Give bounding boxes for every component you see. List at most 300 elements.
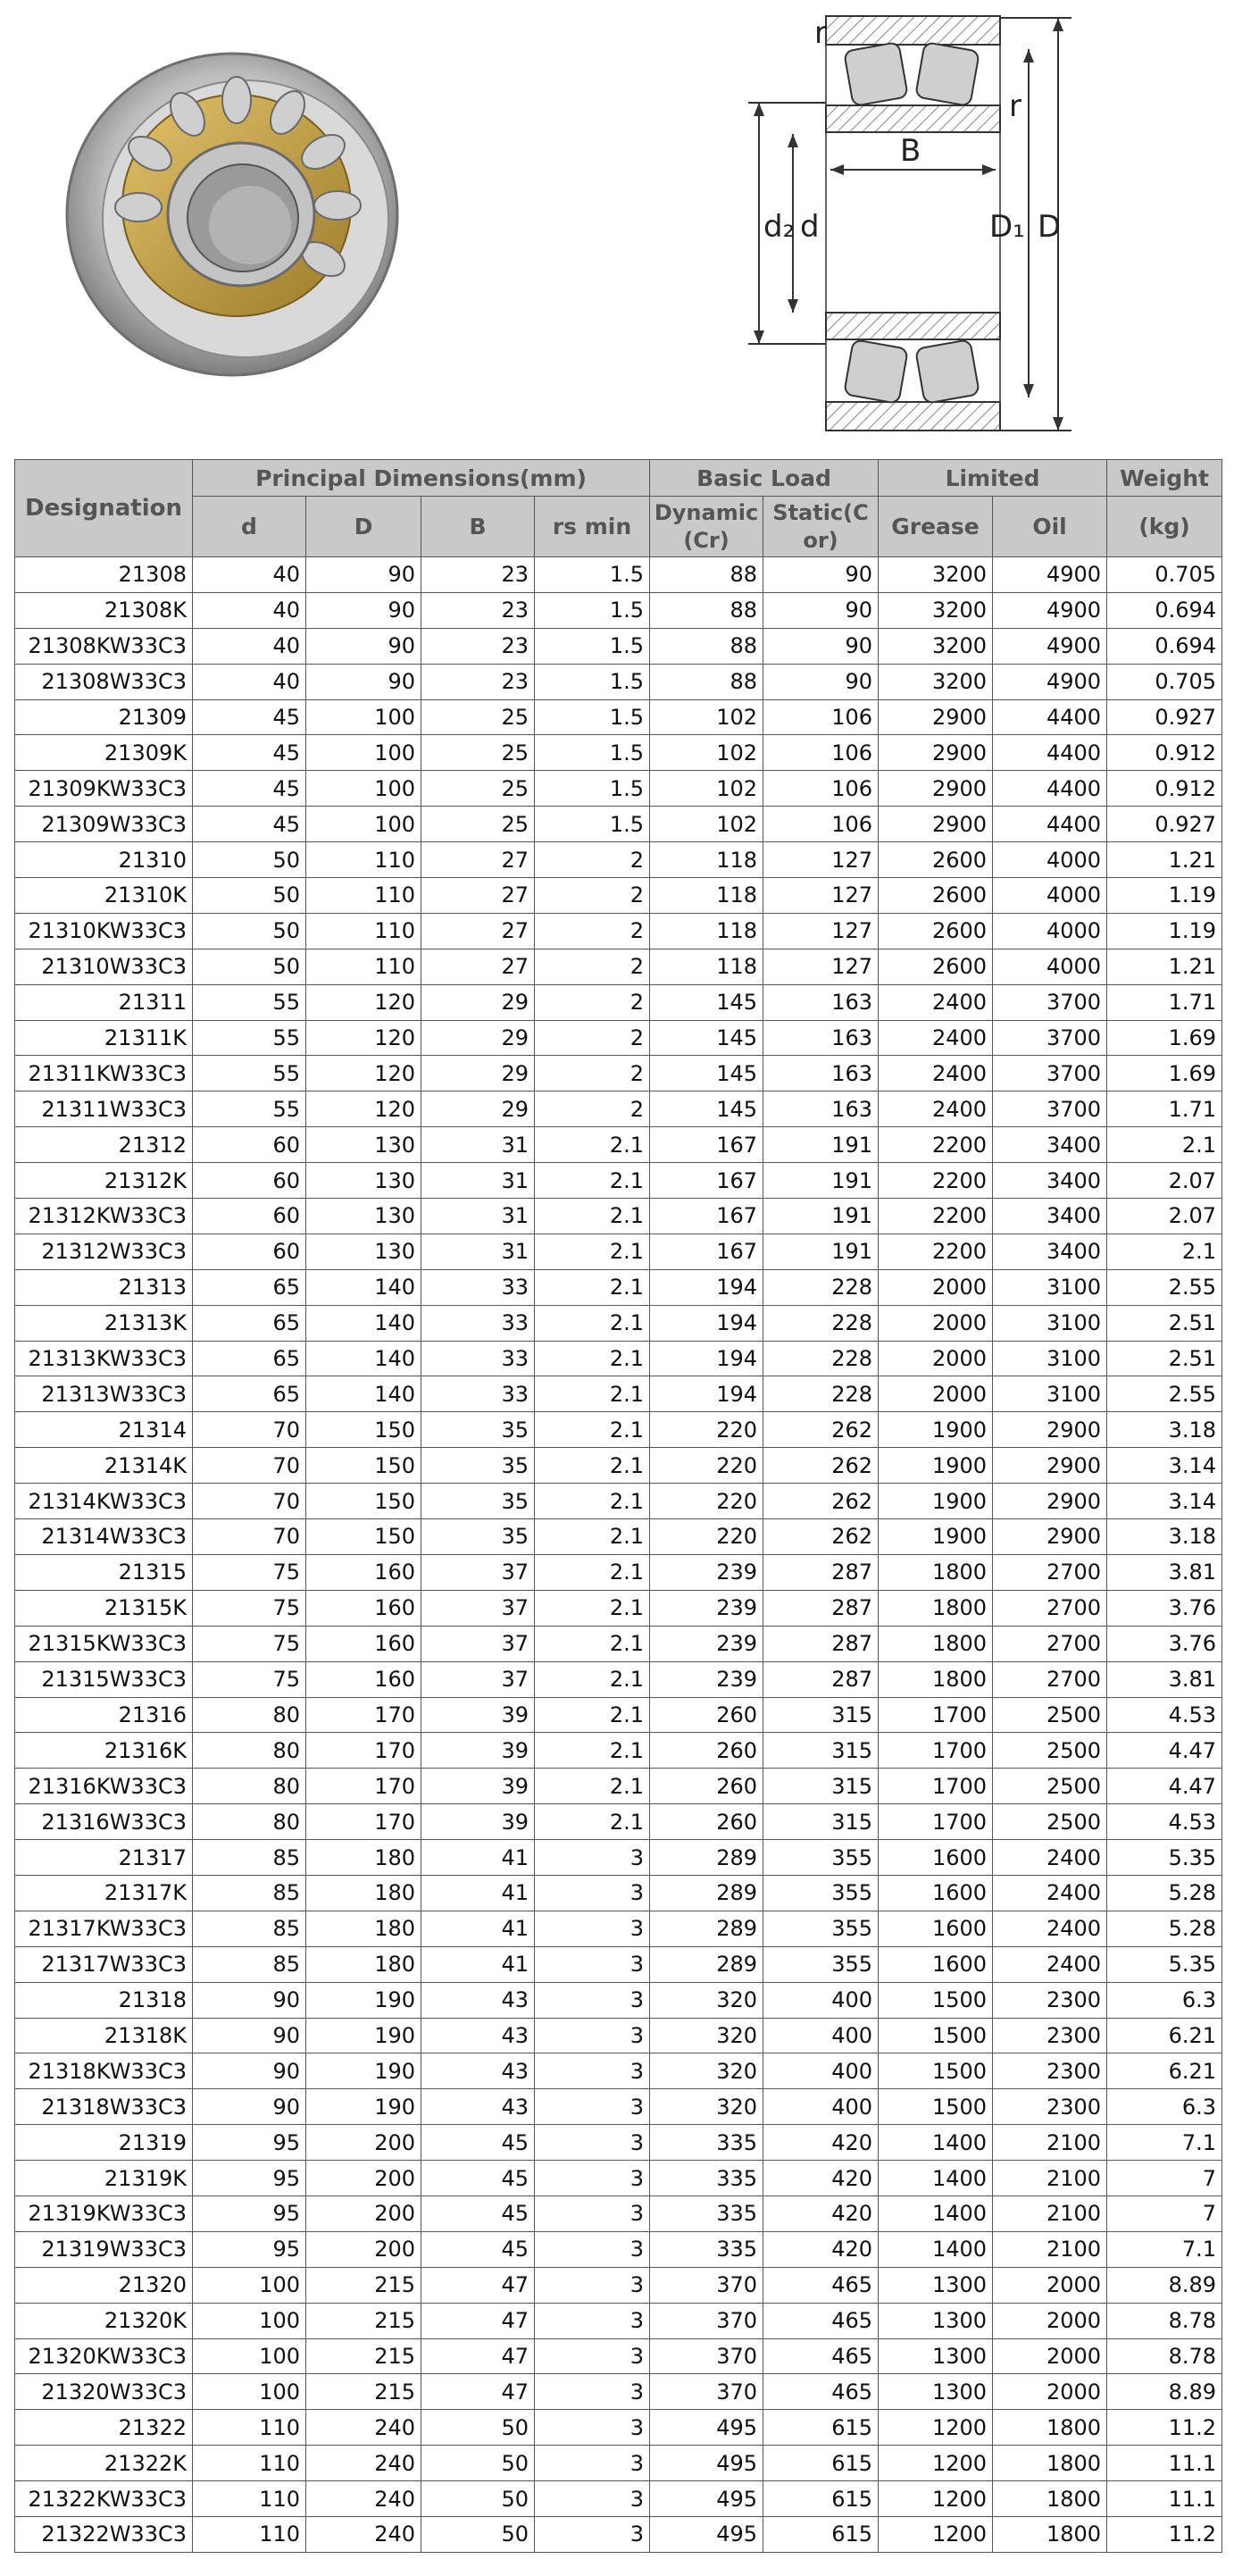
cell-B: 33 <box>421 1269 535 1305</box>
cell-D: 160 <box>306 1590 421 1626</box>
cell-weight: 11.2 <box>1107 2516 1222 2552</box>
cell-B: 39 <box>421 1733 535 1769</box>
cell-designation: 21317KW33C3 <box>15 1911 193 1946</box>
cell-rs-min: 1.5 <box>535 699 650 735</box>
cell-dynamic: 335 <box>650 2161 763 2196</box>
cell-d: 80 <box>193 1804 306 1840</box>
cell-designation: 21319KW33C3 <box>15 2195 193 2231</box>
table-row <box>15 2125 1222 2161</box>
cell-B: 25 <box>421 807 535 842</box>
cell-D: 180 <box>306 1875 421 1911</box>
cell-weight: 5.35 <box>1107 1946 1222 1982</box>
cell-static: 400 <box>763 1982 879 2018</box>
cell-grease: 1200 <box>879 2481 993 2517</box>
cell-dynamic: 145 <box>650 984 763 1020</box>
bearing-spec-table <box>14 459 1222 2553</box>
cell-oil: 4400 <box>993 735 1107 771</box>
cell-dynamic: 335 <box>650 2195 763 2231</box>
table-row <box>15 807 1222 842</box>
cell-grease: 1600 <box>879 1911 993 1946</box>
cell-d: 85 <box>193 1946 306 1982</box>
header-principal-dimensions: Principal Dimensions(mm) <box>193 460 650 497</box>
cell-rs-min: 3 <box>535 1946 650 1982</box>
cell-rs-min: 2.1 <box>535 1804 650 1840</box>
cell-grease: 1200 <box>879 2516 993 2552</box>
cell-weight: 1.19 <box>1107 878 1222 914</box>
cell-oil: 2900 <box>993 1484 1107 1519</box>
cell-d: 80 <box>193 1697 306 1733</box>
cell-weight: 3.81 <box>1107 1554 1222 1590</box>
table-row <box>15 1234 1222 1269</box>
cell-static: 191 <box>763 1199 879 1234</box>
cell-B: 25 <box>421 771 535 807</box>
cell-D: 215 <box>306 2374 421 2410</box>
cell-d: 95 <box>193 2195 306 2231</box>
cell-d: 110 <box>193 2481 306 2517</box>
cell-weight: 1.71 <box>1107 1091 1222 1127</box>
cell-B: 45 <box>421 2195 535 2231</box>
cell-oil: 1800 <box>993 2516 1107 2552</box>
cell-rs-min: 2.1 <box>535 1661 650 1697</box>
cell-oil: 2300 <box>993 2018 1107 2053</box>
cell-rs-min: 3 <box>535 2338 650 2374</box>
table-row <box>15 913 1222 949</box>
cell-d: 90 <box>193 2053 306 2089</box>
cell-static: 228 <box>763 1269 879 1305</box>
cell-d: 100 <box>193 2303 306 2338</box>
cell-oil: 4000 <box>993 842 1107 878</box>
cell-D: 90 <box>306 557 421 593</box>
cell-designation: 21311KW33C3 <box>15 1056 193 1091</box>
cell-static: 615 <box>763 2446 879 2481</box>
cell-D: 215 <box>306 2267 421 2303</box>
cell-weight: 4.53 <box>1107 1697 1222 1733</box>
cell-dynamic: 370 <box>650 2374 763 2410</box>
cell-d: 95 <box>193 2231 306 2267</box>
cell-d: 45 <box>193 699 306 735</box>
cell-oil: 2900 <box>993 1519 1107 1555</box>
table-row <box>15 1697 1222 1733</box>
cell-grease: 2000 <box>879 1341 993 1376</box>
cell-oil: 2300 <box>993 2053 1107 2089</box>
cell-static: 400 <box>763 2018 879 2053</box>
cell-grease: 1600 <box>879 1946 993 1982</box>
cell-grease: 3200 <box>879 592 993 628</box>
cell-oil: 4000 <box>993 878 1107 914</box>
cell-B: 27 <box>421 913 535 949</box>
cell-D: 200 <box>306 2231 421 2267</box>
cell-designation: 21312K <box>15 1163 193 1199</box>
cell-dynamic: 194 <box>650 1341 763 1376</box>
cell-oil: 2000 <box>993 2303 1107 2338</box>
cell-designation: 21319K <box>15 2161 193 2196</box>
cell-oil: 2000 <box>993 2267 1107 2303</box>
cell-B: 27 <box>421 878 535 914</box>
cell-D: 190 <box>306 2018 421 2053</box>
cell-oil: 3400 <box>993 1163 1107 1199</box>
cell-weight: 4.47 <box>1107 1733 1222 1769</box>
cell-rs-min: 2.1 <box>535 1234 650 1269</box>
cell-d: 60 <box>193 1127 306 1163</box>
bore-shadow <box>209 186 291 264</box>
cell-static: 127 <box>763 949 879 984</box>
cell-grease: 2000 <box>879 1305 993 1341</box>
label-d: d <box>800 209 820 245</box>
cell-D: 130 <box>306 1199 421 1234</box>
table-body <box>15 557 1222 2553</box>
cell-oil: 3700 <box>993 984 1107 1020</box>
cell-dynamic: 88 <box>650 628 763 664</box>
label-d2: d₂ <box>763 209 796 245</box>
cell-d: 40 <box>193 664 306 699</box>
cell-B: 37 <box>421 1590 535 1626</box>
cell-weight: 0.912 <box>1107 735 1222 771</box>
cell-D: 110 <box>306 949 421 984</box>
cell-static: 127 <box>763 842 879 878</box>
cell-grease: 1900 <box>879 1484 993 1519</box>
cell-oil: 2700 <box>993 1661 1107 1697</box>
cell-dynamic: 118 <box>650 878 763 914</box>
cell-dynamic: 167 <box>650 1127 763 1163</box>
cell-B: 23 <box>421 592 535 628</box>
bearing-section-drawing <box>741 0 1080 447</box>
cell-static: 262 <box>763 1412 879 1448</box>
cell-designation: 21310 <box>15 842 193 878</box>
cell-rs-min: 3 <box>535 2018 650 2053</box>
cell-weight: 6.3 <box>1107 1982 1222 2018</box>
cell-rs-min: 3 <box>535 1982 650 2018</box>
cell-static: 315 <box>763 1697 879 1733</box>
cell-grease: 2600 <box>879 842 993 878</box>
cell-rs-min: 2.1 <box>535 1554 650 1590</box>
section-rollers-top <box>844 42 980 106</box>
cell-weight: 8.89 <box>1107 2374 1222 2410</box>
cell-weight: 3.14 <box>1107 1484 1222 1519</box>
cell-d: 50 <box>193 913 306 949</box>
cell-D: 240 <box>306 2446 421 2481</box>
table-row <box>15 1875 1222 1911</box>
cell-dynamic: 370 <box>650 2338 763 2374</box>
cell-designation: 21322 <box>15 2410 193 2446</box>
cell-B: 29 <box>421 1056 535 1091</box>
header-designation: Designation <box>15 460 193 557</box>
cell-d: 100 <box>193 2267 306 2303</box>
cell-grease: 3200 <box>879 664 993 699</box>
cell-D: 130 <box>306 1127 421 1163</box>
cell-dynamic: 239 <box>650 1590 763 1626</box>
table-row <box>15 699 1222 735</box>
table-row <box>15 1590 1222 1626</box>
cell-weight: 1.71 <box>1107 984 1222 1020</box>
table-row <box>15 1091 1222 1127</box>
cell-grease: 1500 <box>879 2053 993 2089</box>
cell-B: 23 <box>421 664 535 699</box>
cell-weight: 11.1 <box>1107 2446 1222 2481</box>
cell-rs-min: 2 <box>535 1056 650 1091</box>
cell-rs-min: 1.5 <box>535 807 650 842</box>
cell-D: 110 <box>306 878 421 914</box>
cell-d: 110 <box>193 2516 306 2552</box>
cell-D: 90 <box>306 628 421 664</box>
cell-static: 90 <box>763 628 879 664</box>
cell-d: 45 <box>193 807 306 842</box>
cell-grease: 1400 <box>879 2125 993 2161</box>
cell-d: 95 <box>193 2161 306 2196</box>
cell-static: 287 <box>763 1626 879 1661</box>
cell-grease: 1700 <box>879 1733 993 1769</box>
cell-rs-min: 3 <box>535 2481 650 2517</box>
cell-B: 31 <box>421 1199 535 1234</box>
cell-d: 75 <box>193 1590 306 1626</box>
cell-oil: 3700 <box>993 1020 1107 1056</box>
cell-dynamic: 145 <box>650 1020 763 1056</box>
cell-B: 47 <box>421 2303 535 2338</box>
cell-weight: 0.694 <box>1107 628 1222 664</box>
cell-D: 120 <box>306 1091 421 1127</box>
cell-grease: 2900 <box>879 807 993 842</box>
cell-dynamic: 167 <box>650 1199 763 1234</box>
table-row <box>15 2018 1222 2053</box>
cell-dynamic: 118 <box>650 913 763 949</box>
cell-rs-min: 2.1 <box>535 1448 650 1484</box>
table-row <box>15 842 1222 878</box>
cell-rs-min: 3 <box>535 2303 650 2338</box>
cell-D: 190 <box>306 2053 421 2089</box>
section-outer-ring-top <box>826 16 1000 45</box>
cell-grease: 2900 <box>879 735 993 771</box>
cell-B: 29 <box>421 984 535 1020</box>
cell-B: 41 <box>421 1875 535 1911</box>
cell-B: 27 <box>421 949 535 984</box>
cell-static: 228 <box>763 1305 879 1341</box>
cell-B: 43 <box>421 2053 535 2089</box>
cell-static: 106 <box>763 699 879 735</box>
cell-d: 45 <box>193 735 306 771</box>
cell-grease: 1900 <box>879 1448 993 1484</box>
cell-static: 615 <box>763 2410 879 2446</box>
table-row <box>15 2231 1222 2267</box>
table-row <box>15 557 1222 593</box>
cell-static: 355 <box>763 1946 879 1982</box>
cell-D: 200 <box>306 2125 421 2161</box>
cell-dynamic: 320 <box>650 1982 763 2018</box>
cell-grease: 1300 <box>879 2374 993 2410</box>
cell-D: 215 <box>306 2338 421 2374</box>
cell-weight: 11.1 <box>1107 2481 1222 2517</box>
cell-weight: 2.55 <box>1107 1269 1222 1305</box>
cell-grease: 1200 <box>879 2410 993 2446</box>
cell-grease: 2400 <box>879 1091 993 1127</box>
header-grease: Grease <box>879 497 993 557</box>
cell-weight: 2.07 <box>1107 1199 1222 1234</box>
table-row <box>15 1769 1222 1804</box>
cell-B: 50 <box>421 2516 535 2552</box>
cell-grease: 2400 <box>879 1056 993 1091</box>
cell-oil: 2400 <box>993 1875 1107 1911</box>
cell-dynamic: 88 <box>650 557 763 593</box>
cell-d: 55 <box>193 1091 306 1127</box>
cell-grease: 1500 <box>879 2018 993 2053</box>
label-D1: D₁ <box>989 209 1025 245</box>
cell-designation: 21308K <box>15 592 193 628</box>
cell-d: 55 <box>193 1020 306 1056</box>
header-limited: Limited <box>879 460 1107 497</box>
cell-oil: 2400 <box>993 1911 1107 1946</box>
cell-weight: 2.51 <box>1107 1305 1222 1341</box>
table-row <box>15 1733 1222 1769</box>
cell-B: 37 <box>421 1626 535 1661</box>
cell-grease: 1300 <box>879 2267 993 2303</box>
cell-weight: 5.35 <box>1107 1840 1222 1876</box>
cell-weight: 1.19 <box>1107 913 1222 949</box>
cell-static: 191 <box>763 1163 879 1199</box>
cell-dynamic: 289 <box>650 1946 763 1982</box>
cell-oil: 4900 <box>993 628 1107 664</box>
cell-static: 262 <box>763 1448 879 1484</box>
cell-static: 355 <box>763 1840 879 1876</box>
cell-designation: 21316 <box>15 1697 193 1733</box>
cell-grease: 1800 <box>879 1661 993 1697</box>
cell-oil: 2100 <box>993 2125 1107 2161</box>
cell-d: 85 <box>193 1840 306 1876</box>
cell-rs-min: 3 <box>535 2195 650 2231</box>
cell-designation: 21315W33C3 <box>15 1661 193 1697</box>
cell-dynamic: 495 <box>650 2516 763 2552</box>
cell-rs-min: 1.5 <box>535 557 650 593</box>
cell-B: 35 <box>421 1519 535 1555</box>
cell-dynamic: 289 <box>650 1911 763 1946</box>
cell-dynamic: 239 <box>650 1626 763 1661</box>
cell-designation: 21312W33C3 <box>15 1234 193 1269</box>
cell-oil: 2400 <box>993 1840 1107 1876</box>
cell-rs-min: 2 <box>535 984 650 1020</box>
cell-D: 170 <box>306 1769 421 1804</box>
cell-grease: 1500 <box>879 2089 993 2125</box>
cell-D: 130 <box>306 1163 421 1199</box>
cell-B: 31 <box>421 1234 535 1269</box>
cell-grease: 2200 <box>879 1127 993 1163</box>
table-row <box>15 1661 1222 1697</box>
header-d: d <box>193 497 306 557</box>
table-row <box>15 771 1222 807</box>
cell-designation: 21313K <box>15 1305 193 1341</box>
cell-d: 55 <box>193 984 306 1020</box>
cell-grease: 1600 <box>879 1875 993 1911</box>
cell-B: 37 <box>421 1661 535 1697</box>
cell-designation: 21309KW33C3 <box>15 771 193 807</box>
cell-d: 70 <box>193 1448 306 1484</box>
table-row <box>15 2410 1222 2446</box>
cell-d: 40 <box>193 557 306 593</box>
cell-d: 80 <box>193 1769 306 1804</box>
cell-d: 70 <box>193 1519 306 1555</box>
cell-weight: 7 <box>1107 2195 1222 2231</box>
cell-weight: 1.69 <box>1107 1056 1222 1091</box>
cell-dynamic: 194 <box>650 1376 763 1412</box>
cell-designation: 21322K <box>15 2446 193 2481</box>
cell-oil: 4400 <box>993 699 1107 735</box>
cell-static: 465 <box>763 2303 879 2338</box>
cell-weight: 4.53 <box>1107 1804 1222 1840</box>
cell-oil: 2100 <box>993 2195 1107 2231</box>
cell-designation: 21320W33C3 <box>15 2374 193 2410</box>
cell-rs-min: 2 <box>535 878 650 914</box>
cell-D: 170 <box>306 1733 421 1769</box>
table-row <box>15 1982 1222 2018</box>
cell-static: 465 <box>763 2374 879 2410</box>
label-r-side: r <box>1009 88 1021 124</box>
cell-designation: 21316KW33C3 <box>15 1769 193 1804</box>
cell-D: 200 <box>306 2161 421 2196</box>
cell-designation: 21310K <box>15 878 193 914</box>
cell-static: 287 <box>763 1661 879 1697</box>
cell-B: 50 <box>421 2410 535 2446</box>
cell-weight: 1.69 <box>1107 1020 1222 1056</box>
cell-rs-min: 2.1 <box>535 1269 650 1305</box>
cell-d: 65 <box>193 1269 306 1305</box>
cell-static: 191 <box>763 1234 879 1269</box>
cell-rs-min: 3 <box>535 2446 650 2481</box>
header-weight: Weight <box>1107 460 1222 497</box>
cell-weight: 2.55 <box>1107 1376 1222 1412</box>
cell-oil: 1800 <box>993 2410 1107 2446</box>
table-row <box>15 2089 1222 2125</box>
cell-dynamic: 167 <box>650 1234 763 1269</box>
cell-D: 240 <box>306 2410 421 2446</box>
cell-D: 160 <box>306 1661 421 1697</box>
section-rollers-bottom <box>844 339 980 404</box>
cell-weight: 8.78 <box>1107 2303 1222 2338</box>
cell-B: 35 <box>421 1412 535 1448</box>
cell-oil: 2700 <box>993 1590 1107 1626</box>
cell-oil: 4900 <box>993 557 1107 593</box>
cell-static: 163 <box>763 1091 879 1127</box>
cell-rs-min: 1.5 <box>535 735 650 771</box>
cell-D: 110 <box>306 842 421 878</box>
cell-oil: 3700 <box>993 1056 1107 1091</box>
cell-B: 45 <box>421 2125 535 2161</box>
cell-rs-min: 2 <box>535 1020 650 1056</box>
cell-oil: 4900 <box>993 664 1107 699</box>
cell-B: 37 <box>421 1554 535 1590</box>
cell-grease: 3200 <box>879 628 993 664</box>
cell-D: 140 <box>306 1376 421 1412</box>
cell-designation: 21313KW33C3 <box>15 1341 193 1376</box>
cell-dynamic: 239 <box>650 1661 763 1697</box>
cell-static: 420 <box>763 2231 879 2267</box>
cell-D: 150 <box>306 1412 421 1448</box>
cell-weight: 7.1 <box>1107 2125 1222 2161</box>
table-row <box>15 2195 1222 2231</box>
cell-D: 100 <box>306 699 421 735</box>
cell-rs-min: 2.1 <box>535 1484 650 1519</box>
cell-rs-min: 2.1 <box>535 1163 650 1199</box>
cell-dynamic: 220 <box>650 1448 763 1484</box>
cell-D: 170 <box>306 1804 421 1840</box>
cell-grease: 1700 <box>879 1769 993 1804</box>
cell-oil: 3400 <box>993 1234 1107 1269</box>
table-row <box>15 1376 1222 1412</box>
cell-D: 180 <box>306 1840 421 1876</box>
cell-weight: 2.07 <box>1107 1163 1222 1199</box>
cell-rs-min: 3 <box>535 2516 650 2552</box>
cell-grease: 2400 <box>879 1020 993 1056</box>
cell-oil: 2900 <box>993 1448 1107 1484</box>
cell-designation: 21320KW33C3 <box>15 2338 193 2374</box>
cell-d: 95 <box>193 2125 306 2161</box>
cell-D: 180 <box>306 1946 421 1982</box>
cell-weight: 4.47 <box>1107 1769 1222 1804</box>
